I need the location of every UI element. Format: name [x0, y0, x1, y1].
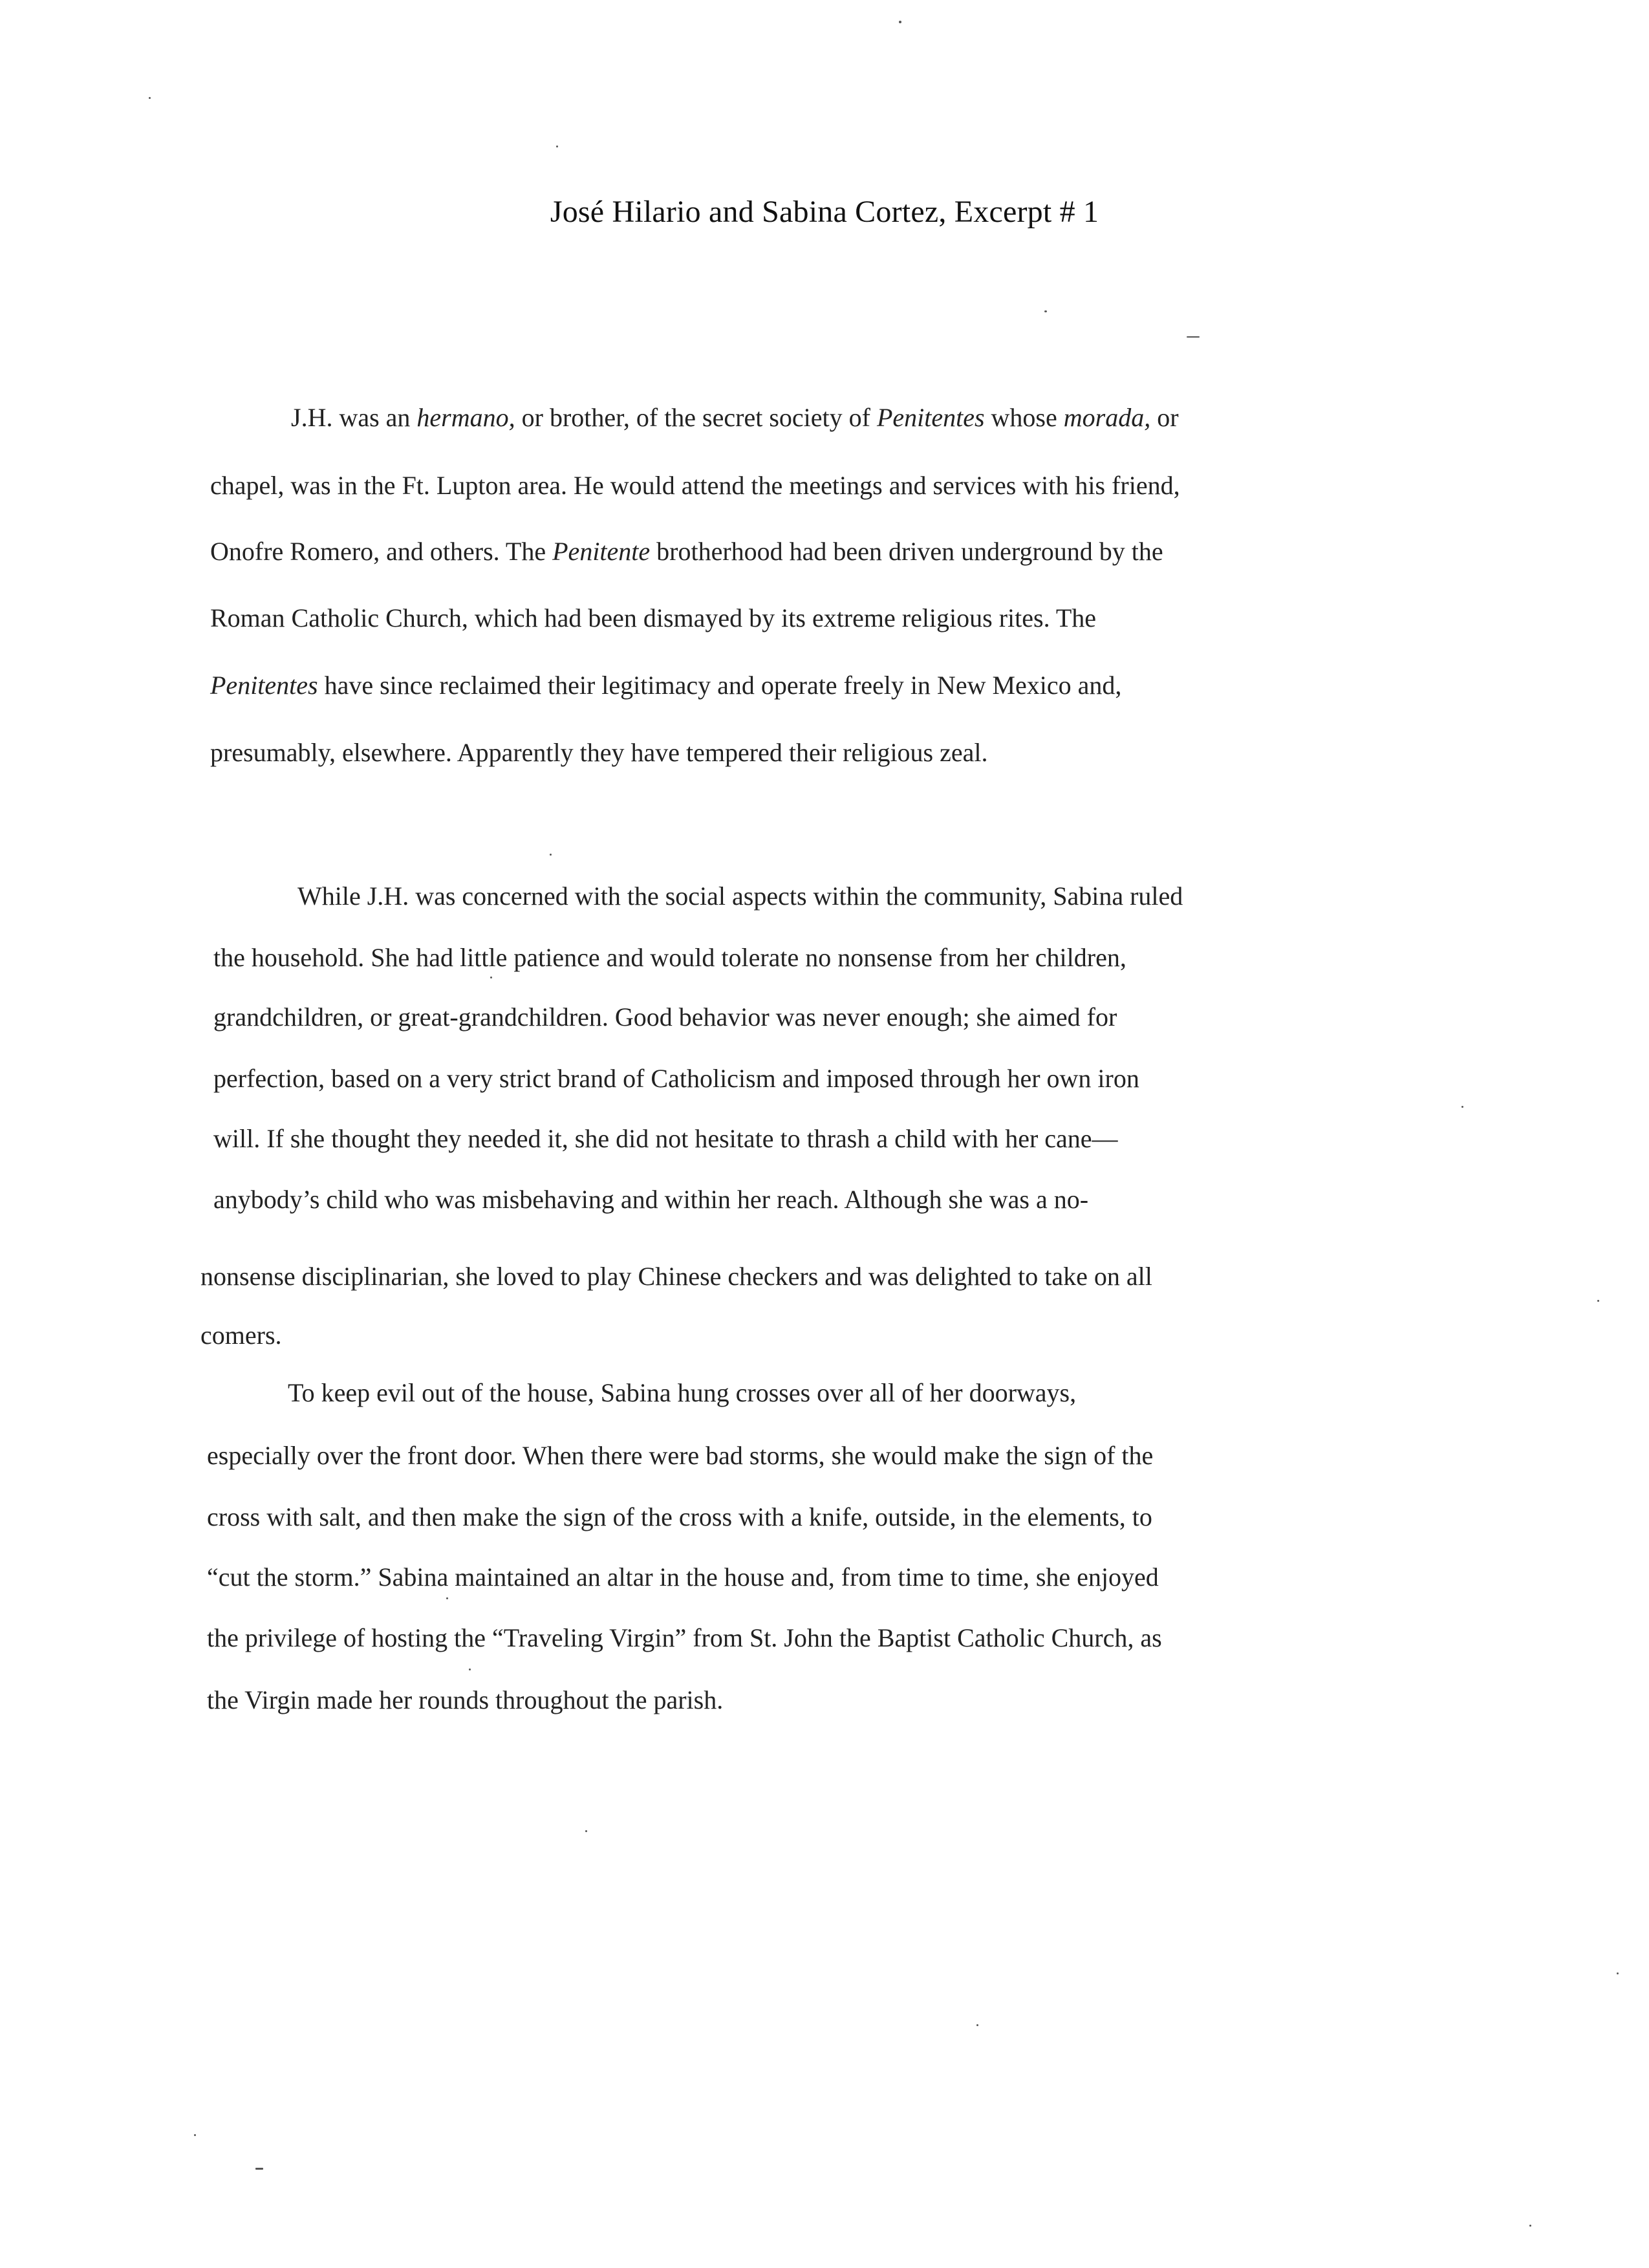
scan-speck	[490, 977, 492, 978]
scan-speck	[1044, 310, 1047, 312]
text-run: the household. She had little patience and would tolerate no nonsense from her children,	[213, 943, 1126, 972]
paragraph-2-line	[200, 1261, 1152, 1291]
text-run: anybody’s child who was misbehaving and within her reach. Although she was a no-	[213, 1185, 1089, 1214]
paragraph-2-line	[213, 942, 1126, 973]
paragraph-2-line	[213, 1002, 1117, 1032]
scan-speck	[1461, 1106, 1463, 1108]
scan-speck	[149, 97, 151, 99]
paragraph-3-line	[207, 1562, 1159, 1592]
text-run: presumably, elsewhere. Apparently they have tempered their religious zeal.	[210, 738, 988, 767]
paragraph-2-line	[200, 1320, 282, 1350]
paragraph-3-line	[207, 1440, 1153, 1471]
text-run: brotherhood had been driven underground by the	[650, 537, 1163, 566]
document-title: José Hilario and Sabina Cortez, Excerpt # 1	[550, 195, 1099, 229]
italic-term: Penitente	[552, 537, 651, 566]
italic-term: morada,	[1063, 403, 1151, 432]
scan-speck	[1617, 1972, 1619, 1974]
text-run: nonsense disciplinarian, she loved to play Chinese checkers and was delighted to take on all	[200, 1262, 1152, 1291]
paragraph-1-line	[291, 402, 1179, 433]
scan-speck	[976, 2024, 978, 2026]
scan-speck	[899, 21, 901, 23]
paragraph-2-line	[297, 881, 1183, 911]
paragraph-1-line	[210, 603, 1096, 633]
scan-speck	[255, 2168, 263, 2170]
text-run: cross with salt, and then make the sign of the cross with a knife, outside, in the elements, to	[207, 1502, 1152, 1531]
text-run: comers.	[200, 1321, 282, 1350]
italic-term: Penitentes	[210, 671, 318, 700]
text-run: or	[1150, 403, 1179, 432]
text-run: To keep evil out of the house, Sabina hung crosses over all of her doorways,	[288, 1378, 1077, 1407]
paragraph-2-line	[213, 1123, 1118, 1154]
text-run: Onofre Romero, and others. The	[210, 537, 553, 566]
paragraph-1-line	[210, 536, 1163, 567]
text-run: chapel, was in the Ft. Lupton area. He would attend the meetings and services with his friend,	[210, 471, 1180, 500]
text-run: grandchildren, or great-grandchildren. Good behavior was never enough; she aimed for	[213, 1002, 1117, 1031]
scan-speck	[1597, 1300, 1599, 1302]
text-run: have since reclaimed their legitimacy and operate freely in New Mexico and,	[318, 671, 1122, 700]
scan-speck	[550, 854, 552, 856]
paragraph-1-line	[210, 470, 1180, 501]
text-run: will. If she thought they needed it, she did not hesitate to thrash a child with her cane—	[213, 1124, 1118, 1153]
scan-speck	[194, 2134, 196, 2136]
paragraph-2-line	[213, 1063, 1139, 1094]
text-run: the Virgin made her rounds throughout the parish.	[207, 1685, 724, 1714]
text-run: While J.H. was concerned with the social aspects within the community, Sabina ruled	[297, 881, 1183, 911]
paragraph-3-line	[207, 1623, 1162, 1653]
paragraph-3-line	[207, 1685, 723, 1715]
paragraph-1-line	[210, 670, 1121, 700]
scan-speck	[446, 1597, 448, 1599]
text-run: or brother, of the secret society of	[515, 403, 877, 432]
text-run: Roman Catholic Church, which had been dismayed by its extreme religious rites. The	[210, 603, 1097, 632]
italic-term: Penitentes	[876, 403, 985, 432]
text-run: J.H. was an	[291, 403, 417, 432]
scan-speck	[1529, 2225, 1531, 2227]
text-run: the privilege of hosting the “Traveling Virgin” from St. John the Baptist Catholic Church, as	[207, 1623, 1162, 1652]
scan-speck	[556, 146, 558, 147]
scan-speck	[469, 1669, 471, 1670]
paragraph-1-line	[210, 737, 988, 768]
text-run: whose	[984, 403, 1064, 432]
scan-speck	[585, 1830, 587, 1832]
text-run: perfection, based on a very strict brand of Catholicism and imposed through her own iron	[213, 1064, 1139, 1093]
paragraph-2-line	[213, 1184, 1088, 1215]
scan-speck	[1187, 336, 1200, 338]
italic-term: hermano,	[416, 403, 515, 432]
paragraph-3-line	[288, 1377, 1076, 1408]
text-run: “cut the storm.” Sabina maintained an altar in the house and, from time to time, she enjoyed	[207, 1562, 1159, 1592]
paragraph-3-line	[207, 1502, 1152, 1532]
text-run: especially over the front door. When there were bad storms, she would make the sign of the	[207, 1441, 1154, 1470]
